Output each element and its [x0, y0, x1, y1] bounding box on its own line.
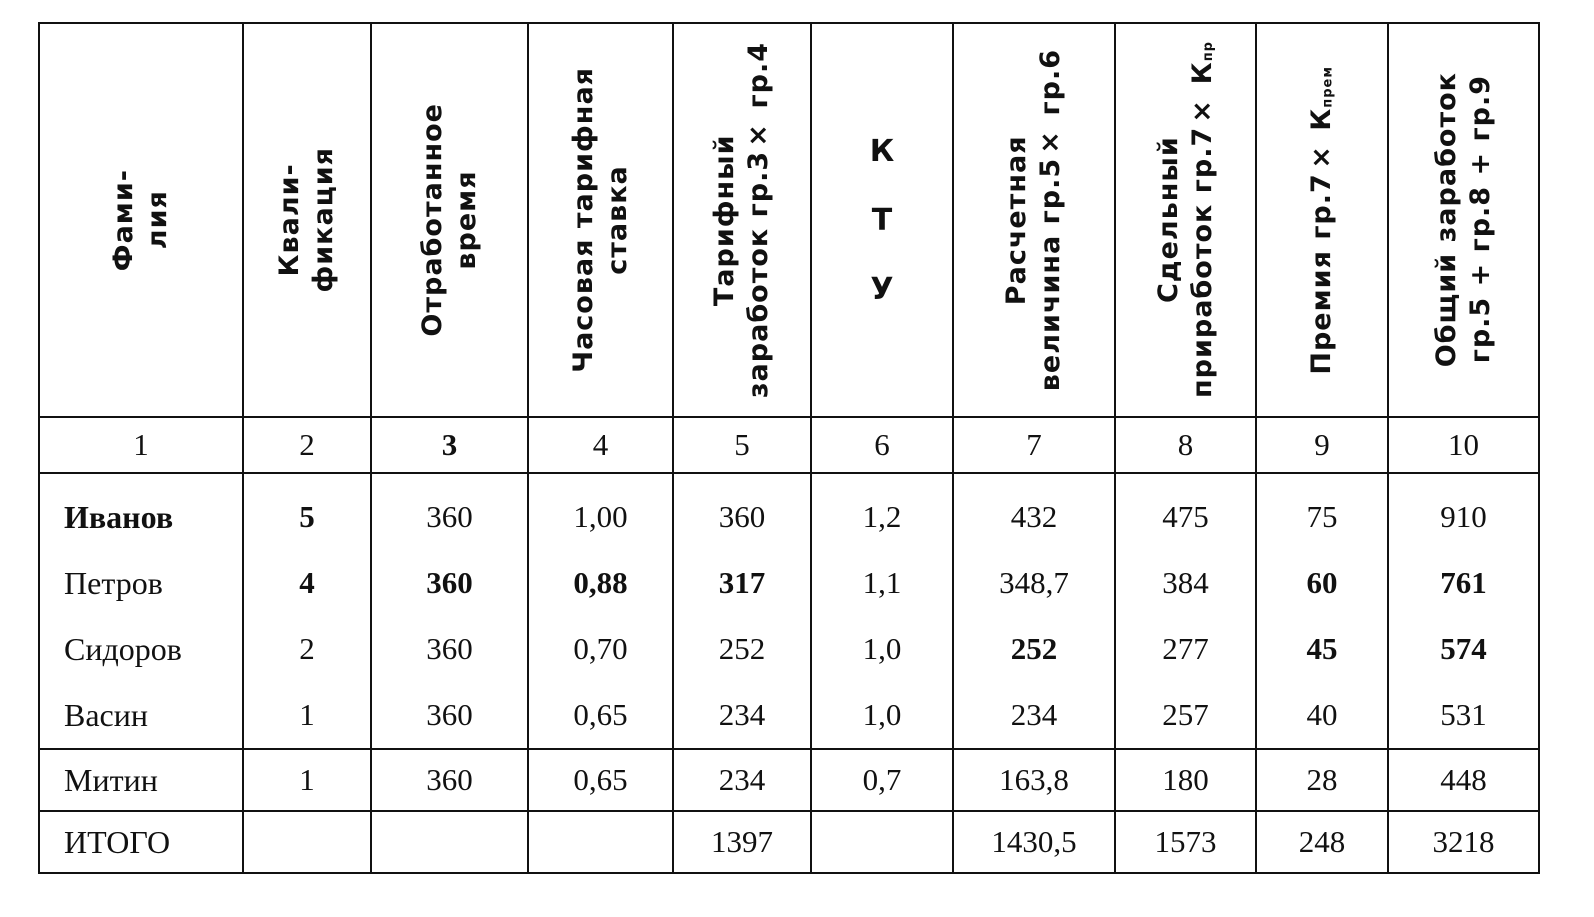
- column-number: 7: [953, 417, 1115, 473]
- cell-worked-time: 360: [371, 749, 528, 811]
- header-worked-time: Отработанное время: [371, 23, 528, 417]
- column-number: 5: [673, 417, 811, 473]
- cell-total-label: ИТОГО: [39, 811, 243, 873]
- cell-qualification: 1: [243, 682, 371, 749]
- cell-piecework-bonus: 257: [1115, 682, 1256, 749]
- column-number: 9: [1256, 417, 1388, 473]
- cell-calculated-value: 163,8: [953, 749, 1115, 811]
- salary-table: [38, 22, 1540, 874]
- cell-surname: Васин: [39, 682, 243, 749]
- cell-total: [528, 811, 673, 873]
- cell-bonus: 75: [1256, 473, 1388, 550]
- header-row: [39, 23, 1539, 417]
- cell-total-calculated-value: 1430,5: [953, 811, 1115, 873]
- cell-piecework-bonus: 180: [1115, 749, 1256, 811]
- cell-ktu: 1,2: [811, 473, 953, 550]
- cell-piecework-bonus: 475: [1115, 473, 1256, 550]
- cell-ktu: 1,0: [811, 616, 953, 682]
- column-number: 1: [39, 417, 243, 473]
- cell-tariff-earnings: 317: [673, 550, 811, 616]
- cell-worked-time: 360: [371, 616, 528, 682]
- cell-calculated-value: 252: [953, 616, 1115, 682]
- header-bonus: Премия $гр.7\times К_{прем}$: [1256, 23, 1388, 417]
- cell-tariff-earnings: 234: [673, 749, 811, 811]
- table-row: [39, 616, 1539, 682]
- cell-surname: Петров: [39, 550, 243, 616]
- cell-total-earnings: 574: [1388, 616, 1539, 682]
- cell-total: [243, 811, 371, 873]
- cell-calculated-value: 234: [953, 682, 1115, 749]
- cell-qualification: 4: [243, 550, 371, 616]
- cell-qualification: 2: [243, 616, 371, 682]
- cell-bonus: 40: [1256, 682, 1388, 749]
- cell-total-earnings: 531: [1388, 682, 1539, 749]
- header-total-earnings: Общий заработок гр.5 + гр.8 + гр.9: [1388, 23, 1539, 417]
- cell-total: [811, 811, 953, 873]
- total-row: [39, 811, 1539, 873]
- column-number: 6: [811, 417, 953, 473]
- cell-piecework-bonus: 384: [1115, 550, 1256, 616]
- cell-total-earnings: 910: [1388, 473, 1539, 550]
- cell-hourly-rate: 1,00: [528, 473, 673, 550]
- cell-surname: Сидоров: [39, 616, 243, 682]
- cell-total-bonus: 248: [1256, 811, 1388, 873]
- table-row: [39, 550, 1539, 616]
- cell-piecework-bonus: 277: [1115, 616, 1256, 682]
- cell-hourly-rate: 0,70: [528, 616, 673, 682]
- table-row: [39, 749, 1539, 811]
- table-row: [39, 473, 1539, 550]
- cell-bonus: 60: [1256, 550, 1388, 616]
- cell-total-tariff-earnings: 1397: [673, 811, 811, 873]
- cell-tariff-earnings: 360: [673, 473, 811, 550]
- cell-total: [371, 811, 528, 873]
- cell-total-earnings: 3218: [1388, 811, 1539, 873]
- table-row: [39, 682, 1539, 749]
- column-number: 10: [1388, 417, 1539, 473]
- cell-worked-time: 360: [371, 550, 528, 616]
- cell-calculated-value: 432: [953, 473, 1115, 550]
- cell-tariff-earnings: 234: [673, 682, 811, 749]
- cell-tariff-earnings: 252: [673, 616, 811, 682]
- header-tariff-earnings: Тарифный заработок гр.3× гр.4: [673, 23, 811, 417]
- column-number: 4: [528, 417, 673, 473]
- cell-hourly-rate: 0,65: [528, 682, 673, 749]
- cell-total-earnings: 761: [1388, 550, 1539, 616]
- cell-total-earnings: 448: [1388, 749, 1539, 811]
- cell-qualification: 1: [243, 749, 371, 811]
- header-qualification: Квали- фикация: [243, 23, 371, 417]
- cell-total-piecework-bonus: 1573: [1115, 811, 1256, 873]
- cell-hourly-rate: 0,88: [528, 550, 673, 616]
- cell-ktu: 1,0: [811, 682, 953, 749]
- cell-ktu: 1,1: [811, 550, 953, 616]
- header-surname: Фами- лия: [39, 23, 243, 417]
- cell-surname: Иванов: [39, 473, 243, 550]
- column-number: 3: [371, 417, 528, 473]
- header-calculated-value: Расчетная величина гр.5× гр.6: [953, 23, 1115, 417]
- cell-hourly-rate: 0,65: [528, 749, 673, 811]
- cell-surname: Митин: [39, 749, 243, 811]
- cell-ktu: 0,7: [811, 749, 953, 811]
- cell-worked-time: 360: [371, 473, 528, 550]
- cell-bonus: 28: [1256, 749, 1388, 811]
- column-number-row: [39, 417, 1539, 473]
- cell-qualification: 5: [243, 473, 371, 550]
- column-number: 2: [243, 417, 371, 473]
- header-piecework-bonus: Сдельный приработок $гр.7\times К_{пр}$: [1115, 23, 1256, 417]
- cell-calculated-value: 348,7: [953, 550, 1115, 616]
- header-ktu: К Т У: [811, 23, 953, 417]
- column-number: 8: [1115, 417, 1256, 473]
- header-hourly-rate: Часовая тарифная ставка: [528, 23, 673, 417]
- cell-bonus: 45: [1256, 616, 1388, 682]
- cell-worked-time: 360: [371, 682, 528, 749]
